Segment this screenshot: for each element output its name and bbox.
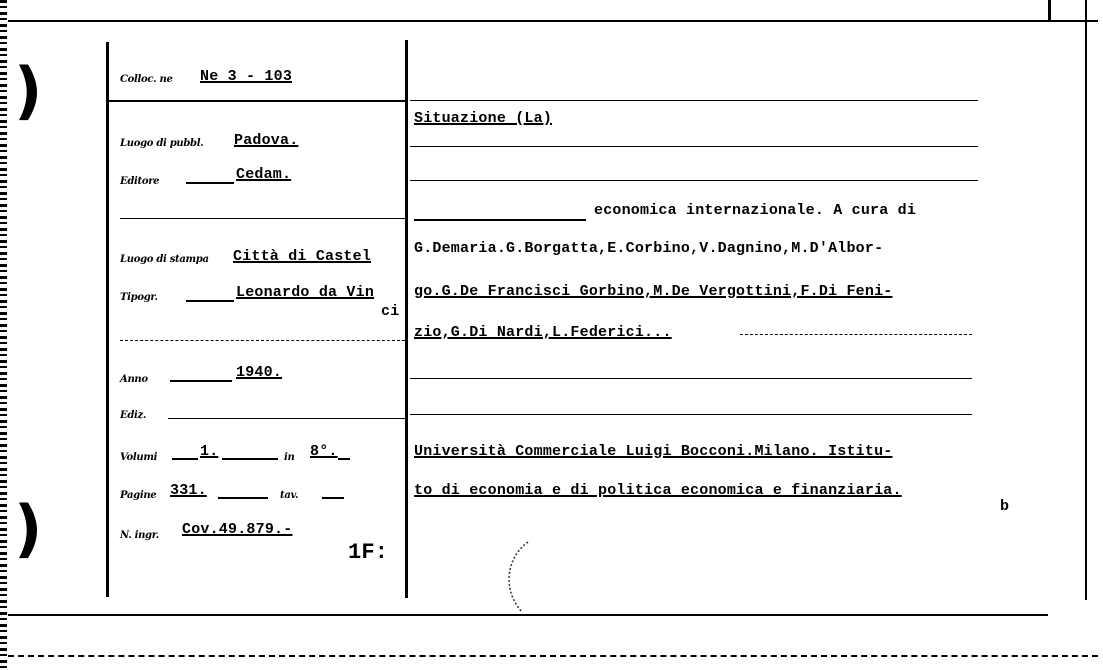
fill-line — [218, 497, 268, 499]
record-mark: b — [1000, 498, 1010, 515]
record-line — [410, 180, 978, 181]
fill-line — [186, 182, 234, 184]
header-underline — [106, 100, 408, 102]
value-luogo-stampa: Città di Castel — [233, 248, 372, 265]
fill-line — [168, 418, 405, 419]
value-tipografo-line2: ci — [381, 303, 400, 320]
label-anno: Anno — [120, 374, 148, 385]
record-line-3: go.G.De Francisci Gorbino,M.De Vergottini,F.Di Feni- — [414, 283, 893, 300]
card-right-line — [1085, 0, 1087, 600]
label-luogo-pubbl: Luogo di pubbl. — [120, 138, 204, 149]
fill-line — [322, 497, 344, 499]
binder-hole-bottom: ) — [14, 492, 43, 565]
series-line-1: Università Commerciale Luigi Bocconi.Milano. Istitu- — [414, 443, 893, 460]
card-bottom-dash — [8, 655, 1098, 657]
fill-line — [186, 300, 234, 302]
label-editore: Editore — [120, 176, 160, 187]
record-line — [740, 334, 972, 335]
value-editore: Cedam. — [236, 166, 292, 183]
card-top-line — [8, 20, 1098, 22]
fill-line — [172, 458, 198, 460]
label-in: in — [284, 452, 295, 463]
fill-line — [338, 458, 350, 460]
faint-arc-mark — [498, 540, 538, 620]
fill-line — [414, 219, 586, 221]
value-collocazione: Ne 3 - 103 — [200, 68, 293, 85]
value-formato: 8°. — [310, 443, 338, 460]
record-title: Situazione (La) — [414, 110, 553, 127]
value-n-ingresso: Cov.49.879.- — [182, 521, 293, 538]
record-line-2: G.Demaria.G.Borgatta,E.Corbino,V.Dagnino,M.D'Albor- — [414, 240, 884, 257]
fill-line — [170, 380, 232, 382]
record-line-4: zio,G.Di Nardi,L.Federici... — [414, 324, 672, 341]
stamp-text: 1F: — [348, 540, 389, 565]
record-line — [410, 414, 972, 415]
middle-column-rule — [405, 40, 408, 598]
fill-line — [222, 458, 278, 460]
card-left-edge — [0, 0, 7, 670]
record-line — [410, 100, 978, 101]
label-tipografo: Tipogr. — [120, 292, 158, 303]
value-tipografo-line1: Leonardo da Vin — [236, 284, 375, 301]
label-n-ingresso: N. ingr. — [120, 530, 159, 541]
binder-hole-top: ) — [14, 54, 43, 127]
label-luogo-stampa: Luogo di stampa — [120, 254, 209, 265]
value-volumi: 1. — [200, 443, 219, 460]
record-line-1: economica internazionale. A cura di — [594, 202, 917, 219]
value-luogo-pubbl: Padova. — [234, 132, 299, 149]
left-column-rule — [106, 42, 109, 597]
label-pagine: Pagine — [120, 490, 157, 501]
record-line — [410, 146, 978, 147]
label-edizione: Ediz. — [120, 410, 147, 421]
label-volumi: Volumi — [120, 452, 158, 463]
label-tavole: tav. — [280, 490, 299, 501]
value-anno: 1940. — [236, 364, 283, 381]
blank-row-line — [120, 218, 405, 219]
top-tick — [1048, 0, 1051, 20]
blank-row-line — [120, 340, 405, 341]
value-pagine: 331. — [170, 482, 207, 499]
series-line-2: to di economia e di politica economica e finanziaria. — [414, 482, 902, 499]
label-collocazione: Colloc. ne — [120, 74, 173, 85]
record-line — [410, 378, 972, 379]
